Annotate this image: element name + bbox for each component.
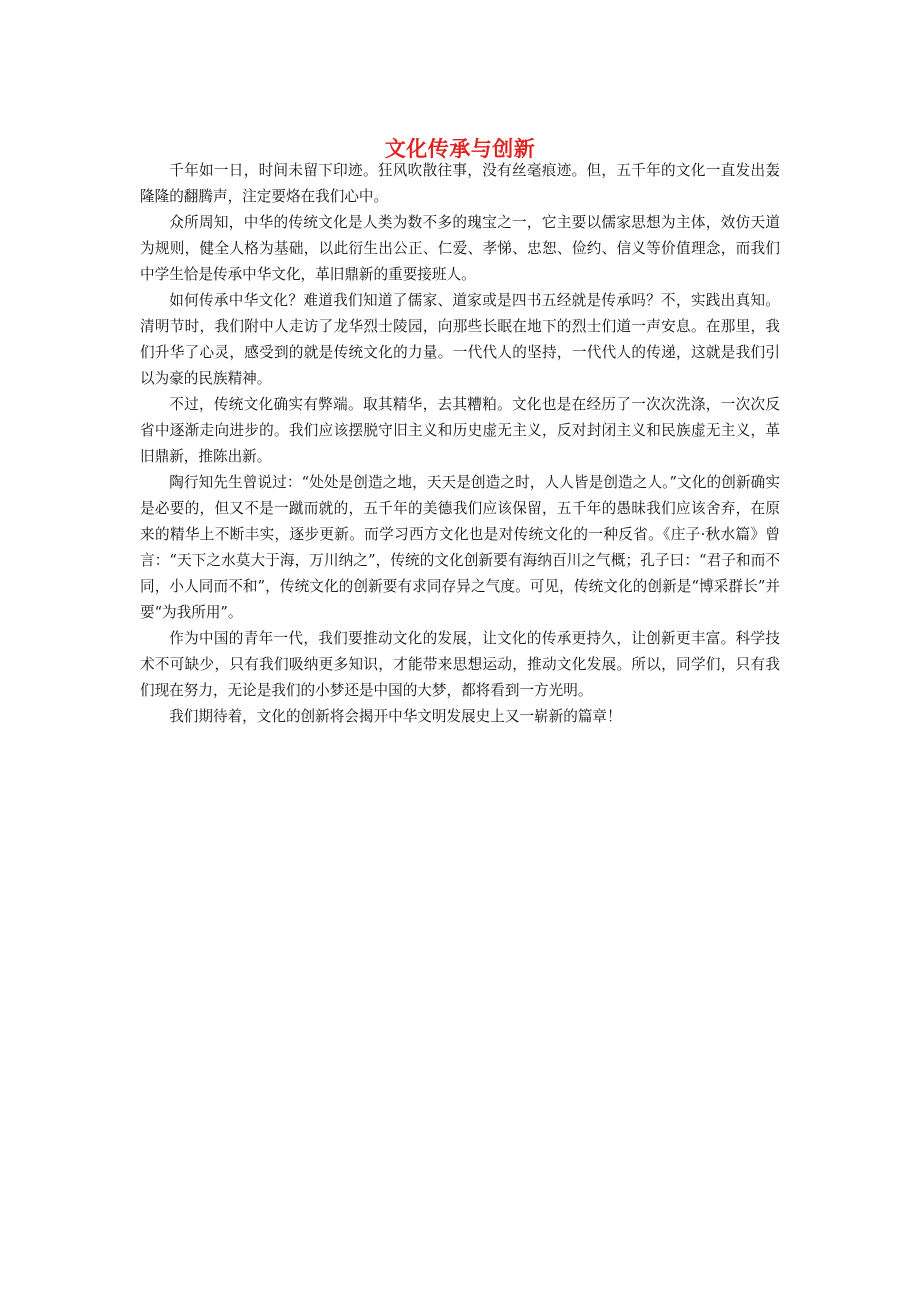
document-body bbox=[140, 158, 780, 730]
paragraph-4: 不过，传统文化确实有弊端。取其精华，去其糟粕。文化也是在经历了一次次洗涤，一次次反省中逐渐走向进步的。我们应该摆脱守旧主义和历史虚无主义，反对封闭主义和民族虚无主义，革旧鼎新，推陈出新。 bbox=[140, 396, 780, 465]
document-title: 文化传承与创新 bbox=[384, 136, 536, 162]
paragraph-3: 如何传承中华文化？难道我们知道了儒家、道家或是四书五经就是传承吗？不，实践出真知。清明节时，我们附中人走访了龙华烈士陵园，向那些长眠在地下的烈士们道一声安息。在那里，我们升华了心灵，感受到的就是传统文化的力量。一代代人的坚持，一代代人的传递，这就是我们引以为豪的民族精神。 bbox=[140, 292, 780, 387]
paragraph-6: 作为中国的青年一代，我们要推动文化的发展，让文化的传承更持久，让创新更丰富。科学技术不可缺少，只有我们吸纳更多知识，才能带来思想运动，推动文化发展。所以，同学们，只有我们现在努力，无论是我们的小梦还是中国的大梦，都将看到一方光明。 bbox=[140, 630, 780, 699]
paragraph-7: 我们期待着，文化的创新将会揭开中华文明发展史上又一崭新的篇章！ bbox=[169, 708, 622, 725]
paragraph-5: 陶行知先生曾说过：“处处是创造之地，天天是创造之时，人人皆是创造之人。”文化的创新确实是必要的，但又不是一蹴而就的，五千年的美德我们应该保留，五千年的愚昧我们应该舍弃，在原来的精华上不断丰实，逐步更新。而学习西方文化也是对传统文化的一种反省。《庄子·秋水篇》曾言：“天下之水莫大于海，万川纳之”，传统的文化创新要有海纳百川之气概；孔子曰：“君子和而不同，小人同而不和”，传统文化的创新要有求同存异之气度。可见，传统文化的创新是“博采群长”并要“为我所用”。 bbox=[140, 474, 780, 621]
paragraph-2: 众所周知，中华的传统文化是人类为数不多的瑰宝之一，它主要以儒家思想为主体，效仿天道为规则，健全人格为基础，以此衍生出公正、仁爱、孝悌、忠恕、俭约、信义等价值理念，而我们中学生恰是传承中华文化，革旧鼎新的重要接班人。 bbox=[140, 214, 780, 283]
paragraph-1: 千年如一日，时间未留下印迹。狂风吹散往事，没有丝毫痕迹。但，五千年的文化一直发出轰隆隆的翻腾声，注定要烙在我们心中。 bbox=[140, 162, 780, 205]
